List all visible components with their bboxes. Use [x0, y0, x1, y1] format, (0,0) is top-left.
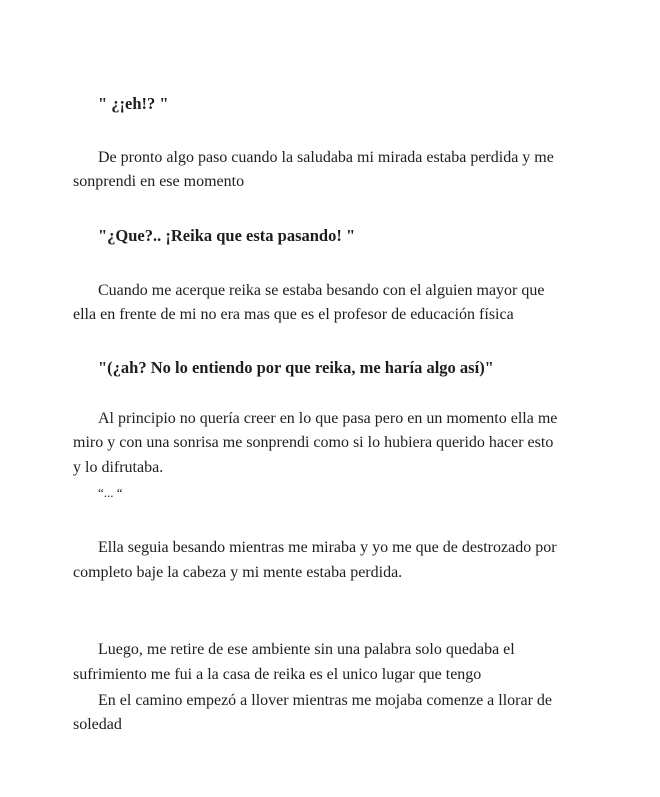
paragraph-6-line-2: soledad [73, 716, 122, 733]
paragraph-2-line-1: Cuando me acerque reika se estaba besando con el alguien mayor que [98, 282, 545, 299]
paragraph-1-line-1: De pronto algo paso cuando la saludaba mi mirada estaba perdida y me [98, 149, 554, 166]
dialogue-ah: "(¿ah? No lo entiendo por que reika, me haría algo así)" [98, 358, 494, 377]
dialogue-que: "¿Que?.. ¡Reika que esta pasando! " [98, 226, 356, 245]
dialogue-ellipsis: “... “ [98, 485, 123, 500]
paragraph-3-line-3: y lo difrutaba. [73, 459, 164, 476]
paragraph-3-line-2: miro y con una sonrisa me sonprendi como si lo hubiera querido hacer esto [73, 434, 554, 451]
paragraph-1-line-2: sonprendi en ese momento [73, 173, 245, 190]
paragraph-4-line-1: Ella seguia besando mientras me miraba y yo me que de destrozado por [98, 539, 557, 556]
paragraph-6-line-1: En el camino empezó a llover mientras me mojaba comenze a llorar de [98, 692, 553, 709]
paragraph-2-line-2: ella en frente de mi no era mas que es el profesor de educación física [73, 306, 514, 323]
paragraph-4-line-2: completo baje la cabeza y mi mente estaba perdida. [73, 564, 403, 581]
paragraph-5-line-1: Luego, me retire de ese ambiente sin una palabra solo quedaba el [98, 641, 515, 658]
dialogue-eh: " ¿¡eh!? " [98, 94, 169, 113]
paragraph-5-line-2: sufrimiento me fui a la casa de reika es el unico lugar que tengo [73, 666, 482, 683]
paragraph-3-line-1: Al principio no quería creer en lo que pasa pero en un momento ella me [98, 410, 558, 427]
